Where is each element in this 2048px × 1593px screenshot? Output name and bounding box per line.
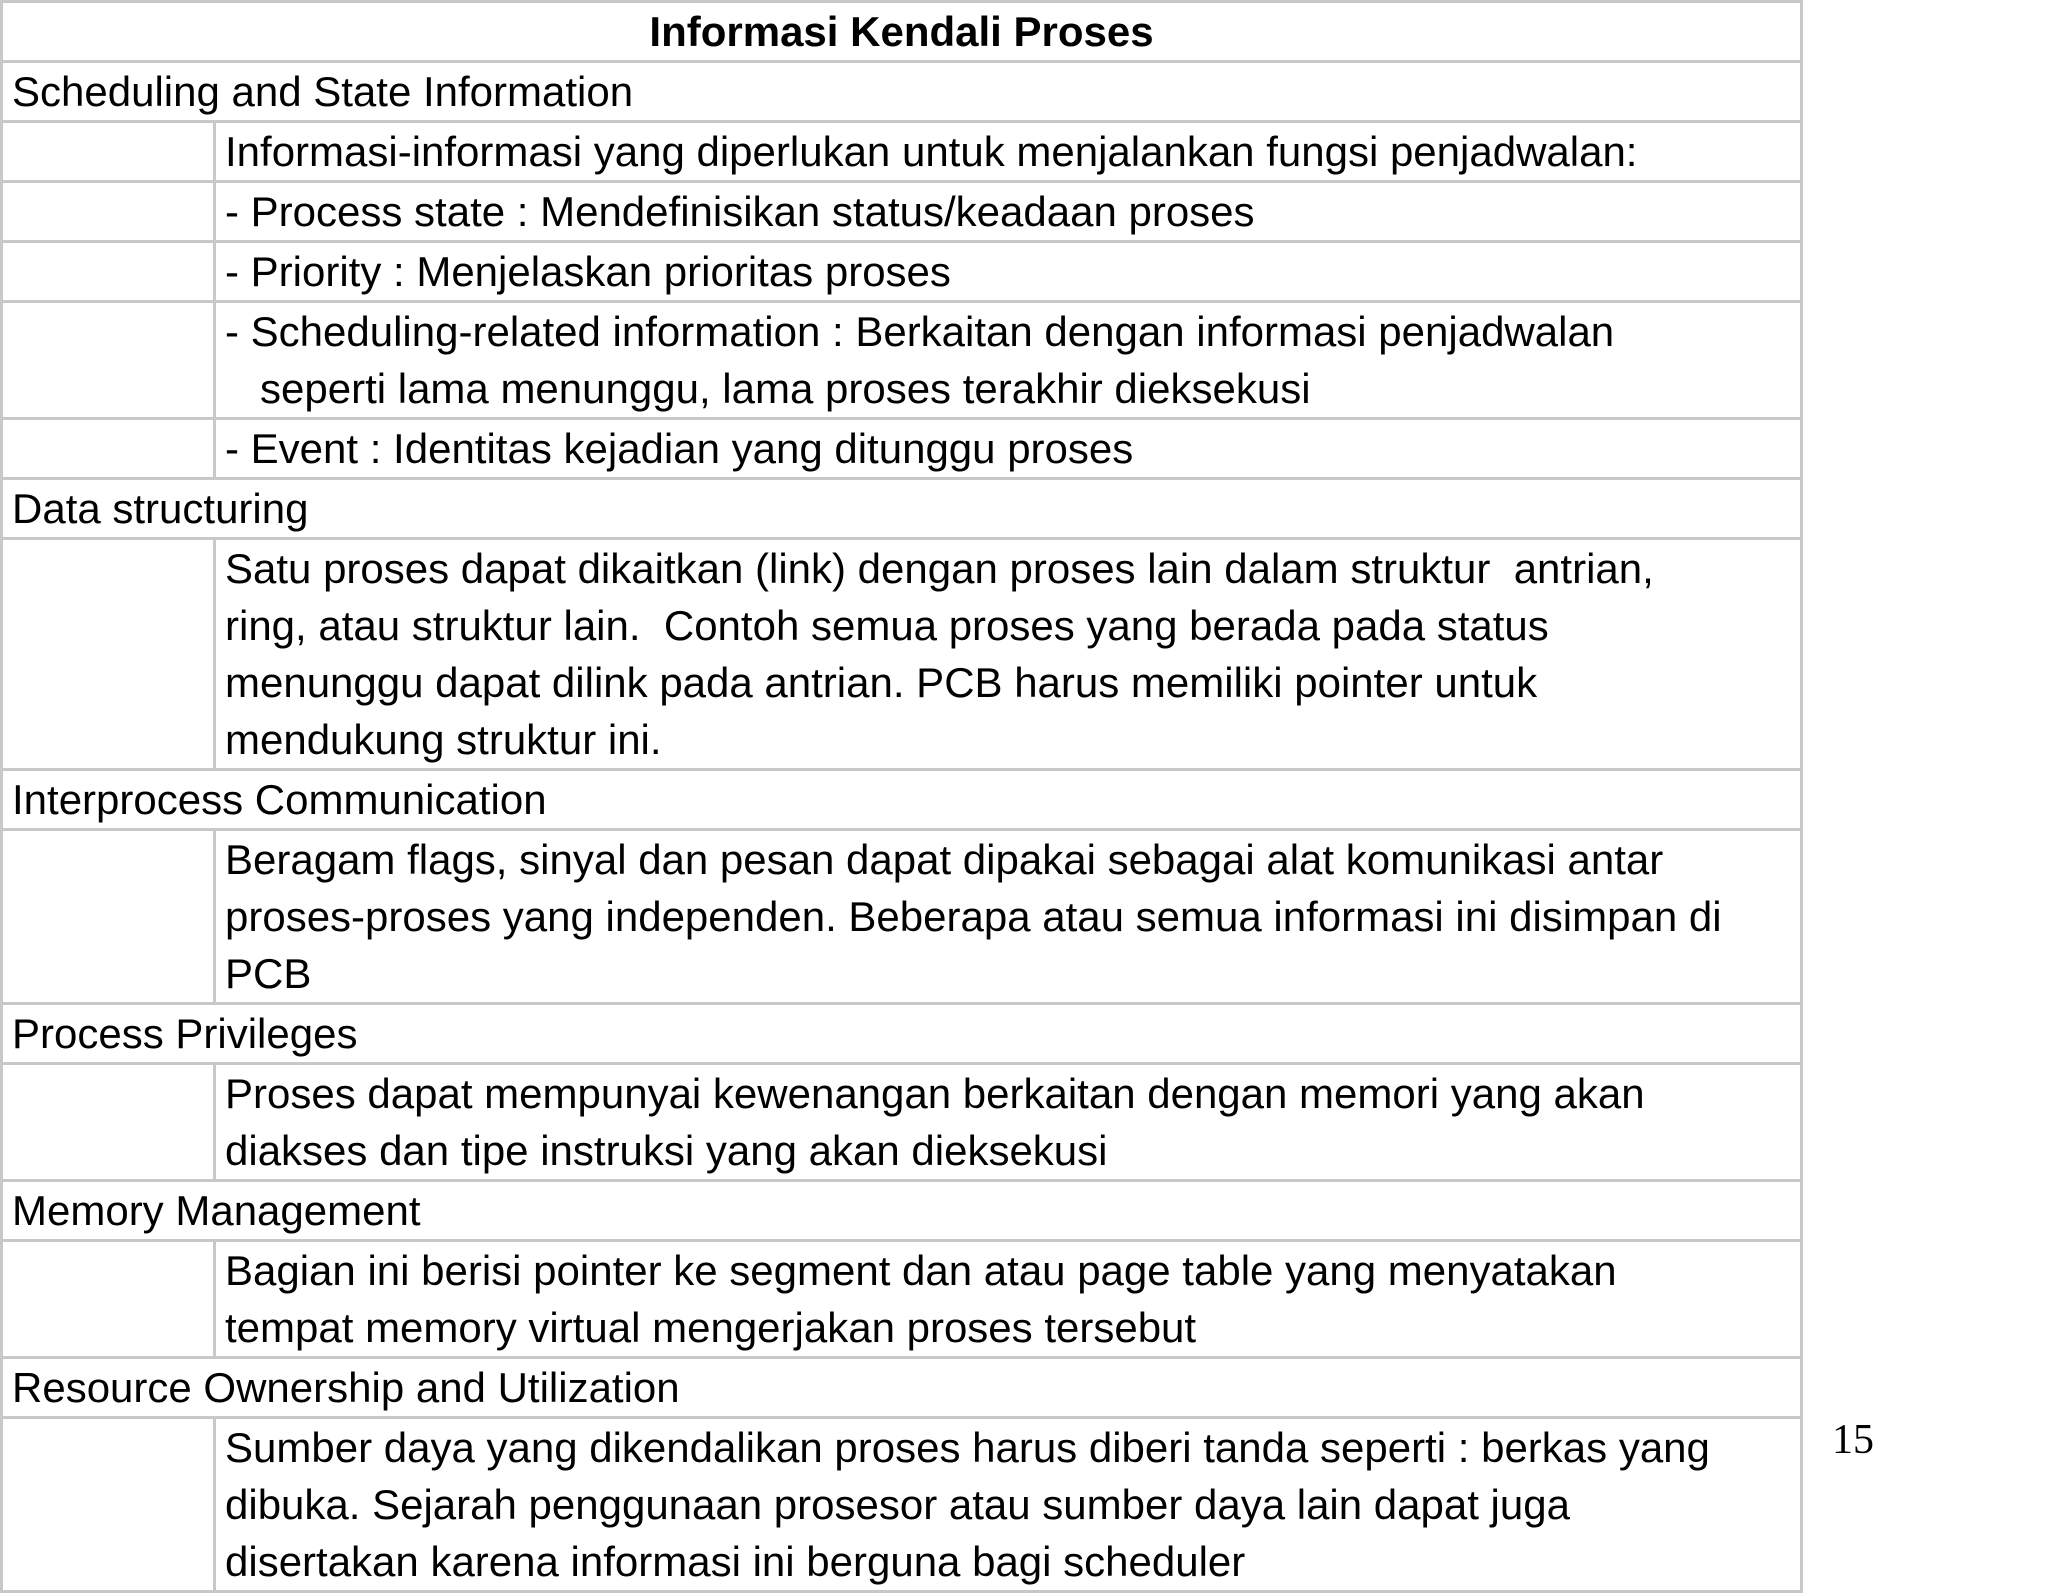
detail-text: Beragam flags, sinyal dan pesan dapat dipakai sebagai alat komunikasi antar proses-proses yang independen. Beberapa atau semua informasi ini disimpan di PCB	[215, 830, 1802, 1004]
detail-text: Informasi-informasi yang diperlukan untuk menjalankan fungsi penjadwalan:	[215, 122, 1802, 182]
table-row	[2, 1418, 1802, 1592]
detail-text: Bagian ini berisi pointer ke segment dan atau page table yang menyatakan tempat memory virtual mengerjakan proses tersebut	[215, 1241, 1802, 1358]
indent-cell	[2, 539, 215, 770]
section-heading: Resource Ownership and Utilization	[2, 1358, 1802, 1418]
indent-cell	[2, 1241, 215, 1358]
section-heading-row	[2, 1004, 1802, 1064]
indent-cell	[2, 242, 215, 302]
indent-cell	[2, 182, 215, 242]
indent-cell	[2, 1418, 215, 1592]
table-row	[2, 1241, 1802, 1358]
table-row	[2, 830, 1802, 1004]
section-heading-row	[2, 479, 1802, 539]
table-row	[2, 302, 1802, 419]
table-title: Informasi Kendali Proses	[2, 2, 1802, 62]
table-row	[2, 1064, 1802, 1181]
section-heading: Interprocess Communication	[2, 770, 1802, 830]
indent-cell	[2, 122, 215, 182]
table-row	[2, 122, 1802, 182]
section-heading: Data structuring	[2, 479, 1802, 539]
indent-cell	[2, 1064, 215, 1181]
table-row	[2, 182, 1802, 242]
section-heading-row	[2, 1181, 1802, 1241]
table-row	[2, 419, 1802, 479]
detail-text: Proses dapat mempunyai kewenangan berkaitan dengan memori yang akan diakses dan tipe instruksi yang akan dieksekusi	[215, 1064, 1802, 1181]
detail-text: Satu proses dapat dikaitkan (link) dengan proses lain dalam struktur antrian, ring, atau struktur lain. Contoh semua proses yang berada pada status menunggu dapat dilink pada antrian. PCB harus memiliki pointer untuk mendukung struktur ini.	[215, 539, 1802, 770]
indent-cell	[2, 302, 215, 419]
section-heading-row	[2, 1358, 1802, 1418]
section-heading-row	[2, 770, 1802, 830]
detail-text: Sumber daya yang dikendalikan proses harus diberi tanda seperti : berkas yang dibuka. Sejarah penggunaan prosesor atau sumber daya lain dapat juga disertakan karena informasi ini berguna bagi scheduler	[215, 1418, 1802, 1592]
table-row	[2, 539, 1802, 770]
table-row	[2, 242, 1802, 302]
detail-text: - Process state : Mendefinisikan status/keadaan proses	[215, 182, 1802, 242]
detail-text: - Event : Identitas kejadian yang ditunggu proses	[215, 419, 1802, 479]
section-heading: Memory Management	[2, 1181, 1802, 1241]
page-number: 15	[1832, 1417, 1874, 1463]
section-heading: Scheduling and State Information	[2, 62, 1802, 122]
detail-text: - Priority : Menjelaskan prioritas proses	[215, 242, 1802, 302]
indent-cell	[2, 419, 215, 479]
detail-text: - Scheduling-related information : Berkaitan dengan informasi penjadwalan seperti lama menunggu, lama proses terakhir dieksekusi	[215, 302, 1802, 419]
section-heading-row	[2, 62, 1802, 122]
indent-cell	[2, 830, 215, 1004]
table-title-row	[2, 2, 1802, 62]
section-heading: Process Privileges	[2, 1004, 1802, 1064]
